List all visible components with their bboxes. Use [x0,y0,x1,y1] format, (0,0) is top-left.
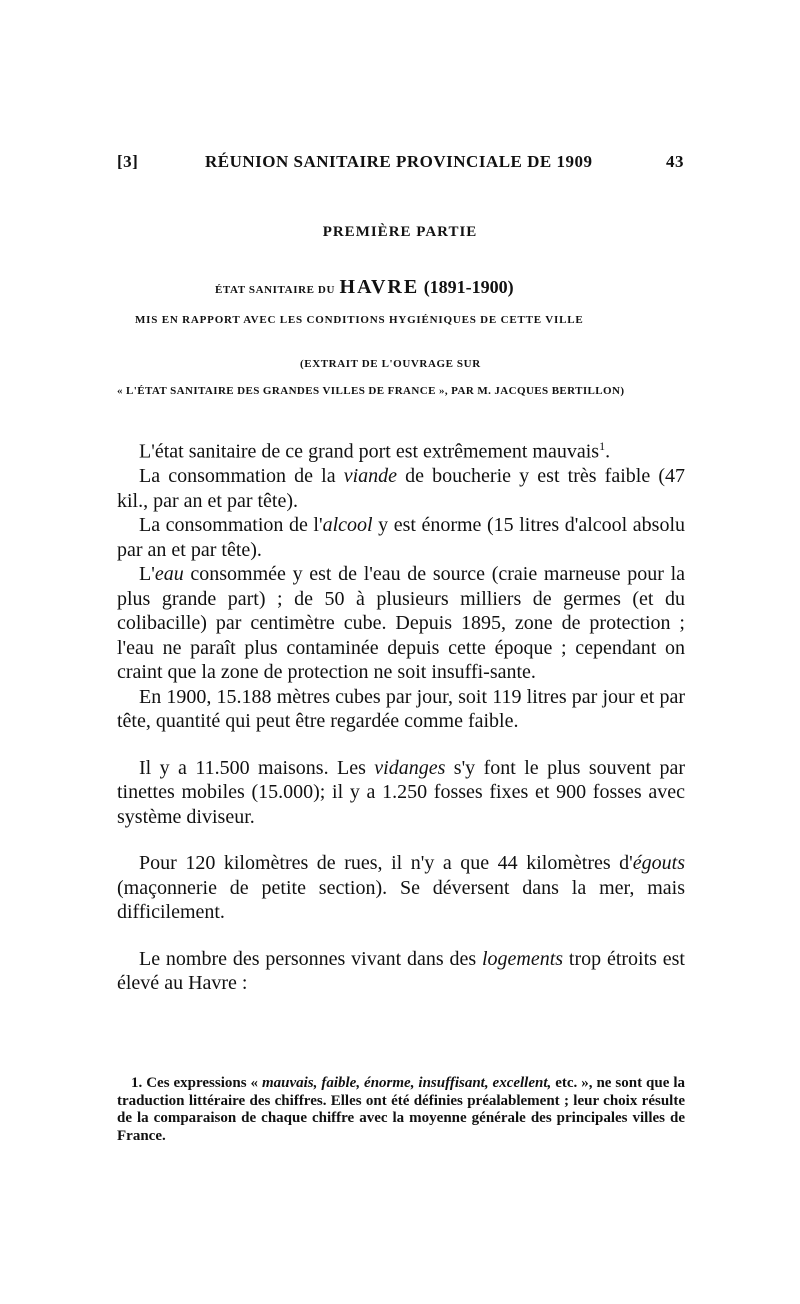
footnote-number: 1. [131,1075,143,1091]
paragraph-6-a: Il y a 11.500 maisons. Les [139,756,375,779]
paragraph-4-em: eau [154,563,184,586]
paragraph-6-b: s'y font le plus souvent par tinettes mobiles (15.000); il y a 1.250 fosses fixes et 900 fosses avec système diviseur. [117,756,685,828]
paragraph-3-a: La consommation de l' [139,514,323,537]
body-text [117,434,685,996]
paragraph-7-em: égouts [632,852,685,875]
footnote-text-b: etc. », ne sont que la traduction littéraire des chiffres. Elles ont été définies préalablement ; leur choix résulte de la comparaison de chaque chiffre avec la moyenne générale des principales villes de France. [117,1075,685,1144]
footnote-paragraph [117,1075,685,1145]
paragraph-2-a: La consommation de la [139,465,344,488]
running-title: RÉUNION SANITAIRE PROVINCIALE DE 1909 [205,152,593,171]
footnote [117,1075,685,1145]
part-title: PREMIÈRE PARTIE [322,224,478,240]
paragraph-8-a: Le nombre des personnes vivant dans des [139,947,482,970]
extract-line-1: (EXTRAIT DE L'OUVRAGE SUR [300,358,481,370]
paragraph-3-em: alcool [322,514,373,537]
paragraph-8-em: logements [481,947,564,970]
page-number: 43 [666,152,684,171]
paragraph-2-em: viande [343,465,398,488]
section-subtitle: MIS EN RAPPORT AVEC LES CONDITIONS HYGIÉNIQUES DE CETTE VILLE [135,314,584,326]
paragraph-7-a: Pour 120 kilomètres de rues, il n'y a que 44 kilomètres d' [139,852,633,875]
section-prefix: ÉTAT SANITAIRE DU [215,284,336,296]
paragraph-3 [117,513,685,562]
paragraph-1-text: L'état sanitaire de ce grand port est extrêmement mauvais [139,440,600,463]
running-head [117,150,684,176]
paragraph-2-b: de boucherie y est très faible (47 kil., par an et par tête). [117,465,685,512]
section-city: HAVRE [339,276,420,298]
paragraph-6 [117,756,685,830]
footnote-text-a: Ces expressions « [142,1075,262,1091]
footnote-terms: mauvais, faible, énorme, insuffisant, excellent, [261,1075,552,1091]
paragraph-8 [117,947,685,996]
paragraph-4-b: consommée y est de l'eau de source (craie marneuse pour la plus grande part) ; de 50 à plusieurs milliers de germes (et du colibacille) par centimètre cube. Depuis 1895, zone de protection ; l'eau ne paraît plus contaminée depuis cette époque ; cependant on craint que la zone de protection ne soit insuffi-sante. [117,563,685,684]
paragraph-5: En 1900, 15.188 mètres cubes par jour, soit 119 litres par jour et par tête, quantité qui peut être regardée comme faible. [117,685,685,733]
paragraph-7-b: (maçonnerie de petite section). Se déversent dans la mer, mais difficilement. [117,876,685,924]
paragraph-3-b: y est énorme (15 litres d'alcool absolu par an et par tête). [117,514,685,561]
paragraph-8-b: trop étroits est élevé au Havre : [117,947,685,995]
signature-mark: [3] [117,152,139,171]
paragraph-4-a: L' [139,563,155,586]
section-title [215,276,585,300]
footnote-ref: 1 [599,439,606,453]
paragraph-2 [117,464,685,513]
paragraph-7 [117,851,685,925]
paragraph-6-em: vidanges [374,756,446,779]
section-years: (1891-1900) [423,277,514,297]
paragraph-1: L'état sanitaire de ce grand port est extrêmement mauvais$^1$. [139,439,611,463]
extract-line-2: « L'ÉTAT SANITAIRE DES GRANDES VILLES DE FRANCE », PAR M. JACQUES BERTILLON) [117,385,625,397]
paragraph-4 [117,562,685,685]
